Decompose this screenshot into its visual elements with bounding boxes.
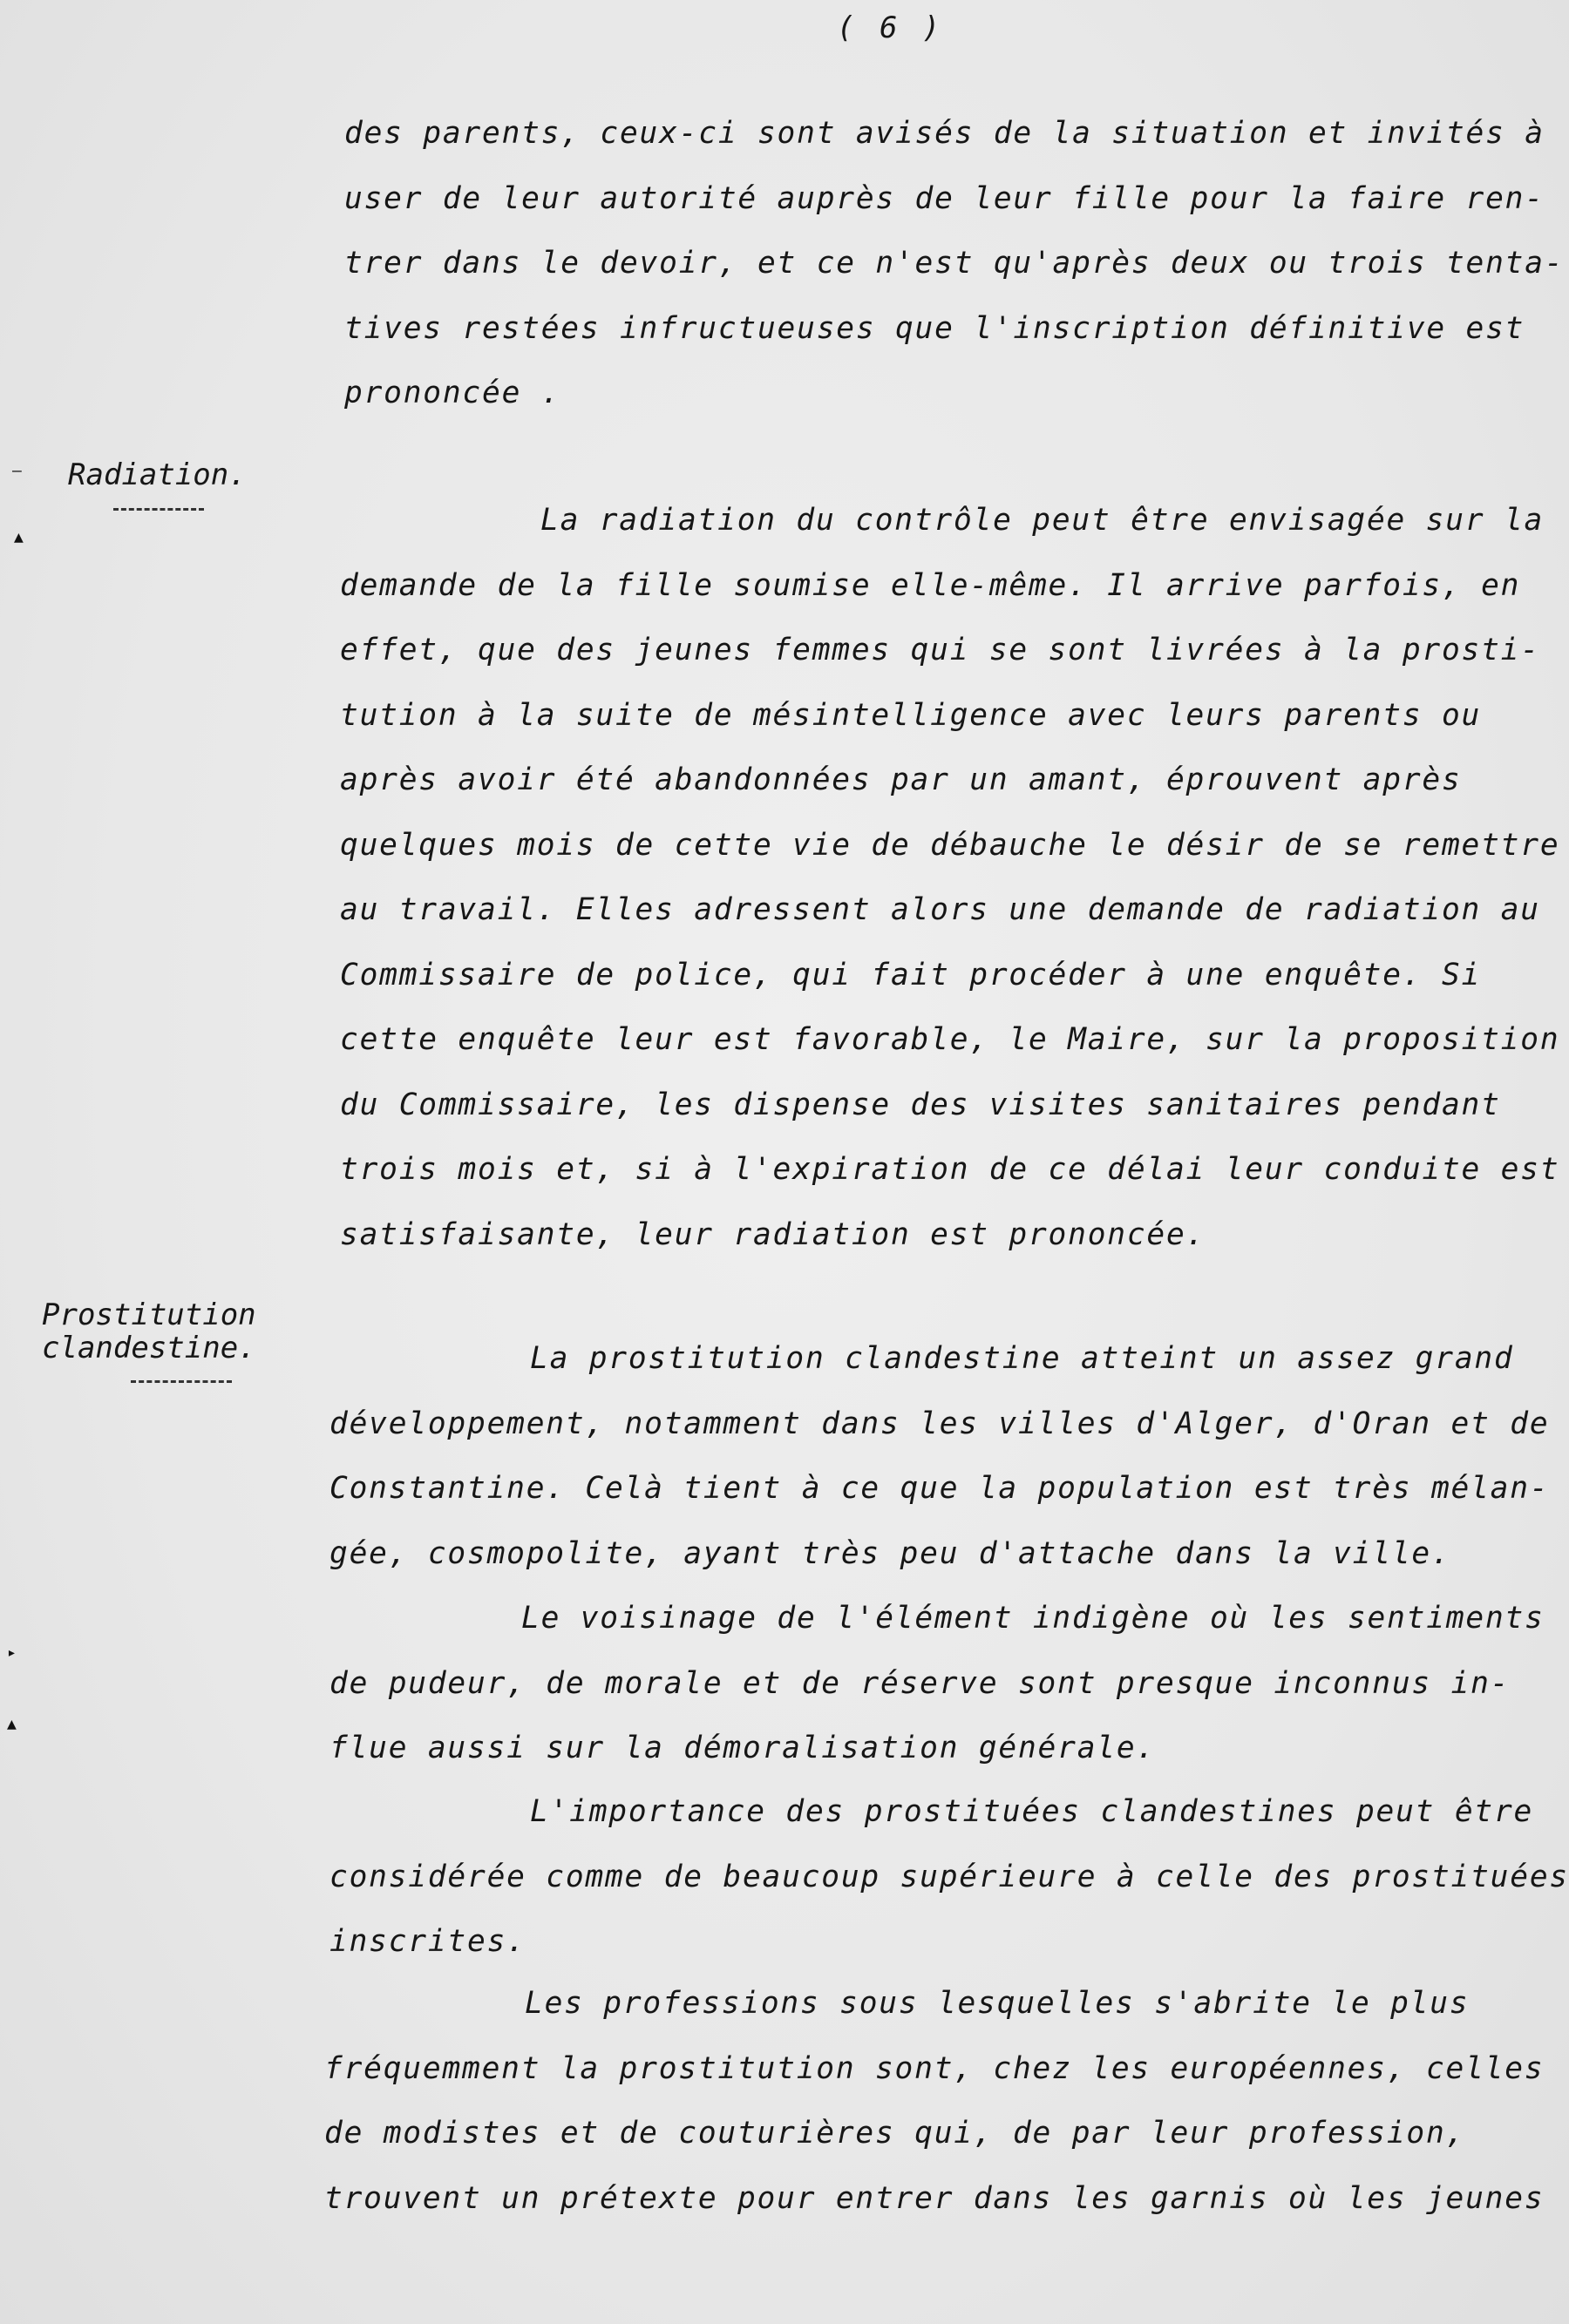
text-line: Constantine. Celà tient à ce que la population est très mélan-	[329, 1471, 1550, 1506]
page-number: ( 6 )	[837, 10, 944, 45]
text-line: demande de la fille soumise elle-même. Il arrive parfois, en	[340, 567, 1521, 603]
margin-note-underline	[131, 1380, 232, 1383]
text-line: flue aussi sur la démoralisation générale.	[329, 1731, 1156, 1765]
text-line: cette enquête leur est favorable, le Maire, sur la proposition	[340, 1022, 1560, 1057]
text-line: Commissaire de police, qui fait procéder à une enquête. Si	[340, 957, 1482, 993]
body-paragraph	[329, 1586, 1550, 1781]
body-paragraph	[340, 488, 1560, 1267]
text-line: user de leur autorité auprès de leur fille pour la faire ren-	[344, 180, 1545, 216]
text-line: satisfaisante, leur radiation est prononcée.	[340, 1216, 1206, 1252]
body-paragraph	[329, 1779, 1569, 1975]
margin-bullet-mark: ▲	[7, 1715, 17, 1733]
text-line: La prostitution clandestine atteint un assez grand	[530, 1341, 1514, 1376]
body-paragraph	[324, 1971, 1545, 2231]
text-line: gée, cosmopolite, ayant très peu d'attache dans la ville.	[329, 1535, 1451, 1571]
margin-bullet-mark: ▲	[14, 528, 24, 546]
text-line: au travail. Elles adressent alors une demande de radiation au	[340, 892, 1540, 927]
text-line: tution à la suite de mésintelligence avec leurs parents ou	[340, 697, 1482, 733]
margin-dash-mark: –	[12, 462, 22, 480]
text-line: après avoir été abandonnées par un amant, éprouvent après	[340, 762, 1462, 797]
text-line: considérée comme de beaucoup supérieure à celle des prostituées	[329, 1859, 1569, 1894]
text-line: L'importance des prostituées clandestines peut être	[530, 1794, 1534, 1829]
margin-note-prostitution-clandestine	[42, 1298, 256, 1365]
margin-note-radiation: Radiation.	[68, 457, 247, 492]
text-line: Les professions sous lesquelles s'abrite le plus	[525, 1986, 1470, 2021]
text-line: de modistes et de couturières qui, de par leur profession,	[324, 2116, 1466, 2151]
text-line: effet, que des jeunes femmes qui se sont livrées à la prosti-	[340, 633, 1540, 667]
text-line: La radiation du contrôle peut être envisagée sur la	[540, 503, 1545, 538]
margin-note-underline	[113, 508, 204, 511]
text-line: tives restées infructueuses que l'inscription définitive est	[344, 310, 1525, 346]
margin-note-line: clandestine.	[42, 1331, 256, 1365]
text-line: Le voisinage de l'élément indigène où les sentiments	[521, 1601, 1545, 1636]
text-line: développement, notamment dans les villes d'Alger, d'Oran et de	[329, 1406, 1550, 1441]
margin-bullet-mark: ▸	[7, 1643, 17, 1662]
text-line: fréquemment la prostitution sont, chez les européennes, celles	[324, 2050, 1545, 2086]
text-line: de pudeur, de morale et de réserve sont presque inconnus in-	[329, 1665, 1511, 1701]
text-line: inscrites.	[329, 1924, 526, 1959]
text-line: du Commissaire, les dispense des visites sanitaires pendant	[340, 1087, 1501, 1122]
text-line: prononcée .	[344, 376, 561, 410]
text-line: quelques mois de cette vie de débauche le désir de se remettre	[340, 827, 1560, 863]
margin-note-line: Prostitution	[42, 1298, 256, 1332]
text-line: trouvent un prétexte pour entrer dans les garnis où les jeunes	[324, 2180, 1545, 2216]
text-line: trois mois et, si à l'expiration de ce délai leur conduite est	[340, 1152, 1560, 1187]
body-paragraph	[344, 101, 1565, 426]
text-line: des parents, ceux-ci sont avisés de la situation et invités à	[344, 116, 1545, 151]
body-paragraph	[329, 1326, 1550, 1586]
text-line: trer dans le devoir, et ce n'est qu'après deux ou trois tenta-	[344, 246, 1565, 281]
